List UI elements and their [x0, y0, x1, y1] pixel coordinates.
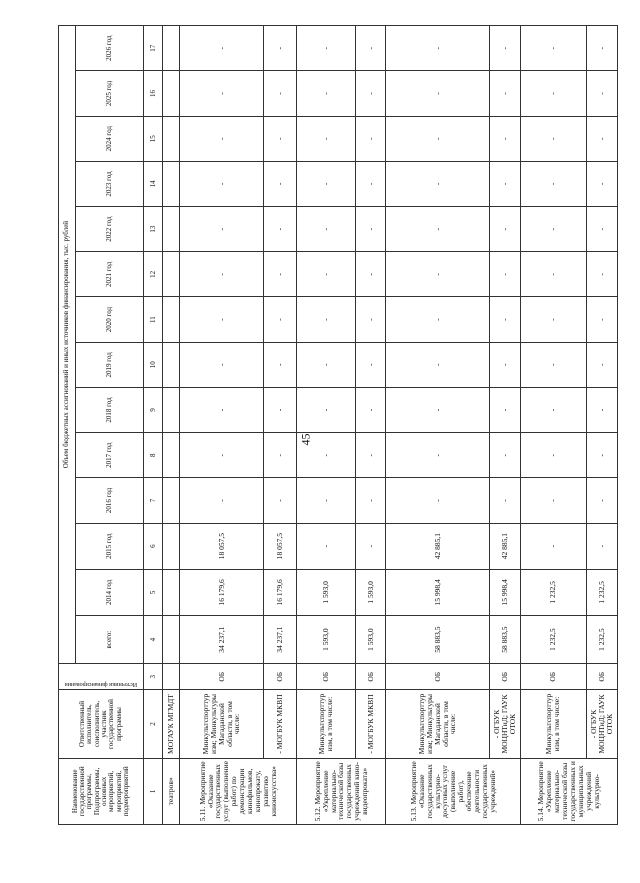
header-volume: Объем бюджетных ассигнований и иных источников финансирования, тыс. рублей	[59, 26, 76, 664]
row-year-cell: -	[355, 26, 386, 71]
column-index-row	[144, 26, 163, 825]
row-year-cell: -	[264, 433, 297, 478]
row-year-cell: -	[489, 26, 520, 71]
table-row	[586, 26, 617, 825]
header-total: всего:	[75, 616, 144, 664]
row-year-cell: -	[264, 297, 297, 342]
table-row	[163, 26, 179, 825]
row-name-cell: 5.13. Мероприятие «Оказание государственных культурно-досуговых услуг (выполнение работ), обеспечение деятельности государственных учреждений»	[386, 758, 521, 824]
row-year-cell: -	[297, 297, 356, 342]
row-year-cell	[163, 433, 179, 478]
row-year-cell: -	[489, 116, 520, 161]
row-year-cell: -	[355, 252, 386, 297]
row-year-cell: -	[586, 297, 617, 342]
row-year-cell: -	[179, 252, 264, 297]
row-year-cell: -	[520, 478, 586, 523]
financing-table	[58, 25, 618, 825]
row-year-cell: -	[520, 342, 586, 387]
row-year-cell: -	[297, 342, 356, 387]
row-source-cell: ОБ	[489, 664, 520, 690]
col-index: 12	[144, 252, 163, 297]
row-executor-cell: - МОГБУК МКВП	[355, 690, 386, 758]
row-year-cell: -	[297, 387, 356, 432]
header-year: 2023 год	[75, 161, 144, 206]
row-year-cell: -	[386, 116, 489, 161]
header-year: 2017 год	[75, 433, 144, 478]
header-source-text: Источники финансирования	[65, 681, 138, 688]
row-year-cell: -	[264, 478, 297, 523]
header-name: Наименование государственной программы, Подпрограммы, основных мероприятий, мероприятий, подмероприятий	[59, 758, 144, 824]
row-year-cell: -	[386, 71, 489, 116]
row-year-cell: -	[297, 116, 356, 161]
table-row	[297, 26, 356, 825]
row-total-cell: 1 232,5	[586, 616, 617, 664]
row-year-cell: -	[355, 387, 386, 432]
row-year-cell: -	[386, 433, 489, 478]
row-name-cell: 5.14. Мероприятие «Укрепление материально-технической базы государственных и муниципальных учреждений культурно-	[520, 758, 617, 824]
row-total-cell	[163, 616, 179, 664]
row-year-cell: -	[520, 387, 586, 432]
row-year-cell: 42 885,1	[386, 523, 489, 569]
table-row	[264, 26, 297, 825]
row-year-cell: -	[386, 252, 489, 297]
col-index: 3	[144, 664, 163, 690]
rotated-table-wrapper	[58, 25, 618, 825]
col-index: 5	[144, 569, 163, 615]
col-index: 11	[144, 297, 163, 342]
row-year-cell: -	[297, 161, 356, 206]
row-total-cell: 1 232,5	[520, 616, 586, 664]
row-source-cell: ОБ	[297, 664, 356, 690]
header-year: 2016 год	[75, 478, 144, 523]
col-index: 9	[144, 387, 163, 432]
row-year-cell: -	[264, 342, 297, 387]
row-year-cell: -	[386, 161, 489, 206]
col-index: 10	[144, 342, 163, 387]
row-year-cell: -	[386, 387, 489, 432]
row-source-cell: ОБ	[386, 664, 489, 690]
col-index: 8	[144, 433, 163, 478]
row-year-cell: -	[297, 252, 356, 297]
row-source-cell: ОБ	[355, 664, 386, 690]
row-year-cell	[163, 26, 179, 71]
row-total-cell: 58 883,5	[386, 616, 489, 664]
header-year: 2018 год	[75, 387, 144, 432]
table-row	[179, 26, 264, 825]
header-year: 2022 год	[75, 207, 144, 252]
row-year-cell	[163, 523, 179, 569]
row-year-cell	[163, 297, 179, 342]
row-year-cell: -	[586, 116, 617, 161]
row-year-cell	[163, 478, 179, 523]
row-year-cell: -	[355, 116, 386, 161]
row-year-cell: -	[264, 252, 297, 297]
row-year-cell: -	[355, 207, 386, 252]
col-index: 15	[144, 116, 163, 161]
row-source-cell	[163, 664, 179, 690]
row-year-cell: -	[355, 161, 386, 206]
row-year-cell: -	[586, 26, 617, 71]
row-year-cell: -	[586, 252, 617, 297]
row-year-cell: -	[520, 116, 586, 161]
col-index: 16	[144, 71, 163, 116]
header-year: 2024 год	[75, 116, 144, 161]
row-year-cell: -	[520, 297, 586, 342]
row-year-cell: 1 232,5	[586, 569, 617, 615]
row-year-cell: -	[386, 207, 489, 252]
row-total-cell: 58 883,5	[489, 616, 520, 664]
header-year: 2019 год	[75, 342, 144, 387]
row-year-cell: 18 057,5	[179, 523, 264, 569]
row-executor-cell: Минкультспорттуризм; Минкультуры Магаданской области, в том числе:	[179, 690, 264, 758]
row-year-cell: -	[520, 433, 586, 478]
row-total-cell: 1 593,0	[355, 616, 386, 664]
row-year-cell	[163, 252, 179, 297]
row-year-cell: 15 998,4	[489, 569, 520, 615]
row-year-cell: -	[179, 297, 264, 342]
row-source-cell: ОБ	[520, 664, 586, 690]
row-year-cell: -	[520, 161, 586, 206]
row-year-cell: -	[386, 342, 489, 387]
header-year: 2021 год	[75, 252, 144, 297]
row-year-cell: -	[355, 523, 386, 569]
page-number: 45	[298, 433, 313, 446]
row-year-cell: -	[586, 71, 617, 116]
header-year: 2015 год	[75, 523, 144, 569]
row-source-cell: ОБ	[179, 664, 264, 690]
row-year-cell: 18 057,5	[264, 523, 297, 569]
row-year-cell: -	[586, 342, 617, 387]
row-year-cell: -	[264, 26, 297, 71]
row-year-cell	[163, 569, 179, 615]
row-total-cell: 34 237,1	[179, 616, 264, 664]
col-index: 1	[144, 758, 163, 824]
row-year-cell: -	[355, 342, 386, 387]
row-year-cell: -	[489, 161, 520, 206]
row-year-cell: -	[489, 478, 520, 523]
col-index: 6	[144, 523, 163, 569]
col-index: 2	[144, 690, 163, 758]
row-year-cell: 1 593,0	[355, 569, 386, 615]
row-year-cell	[163, 207, 179, 252]
row-year-cell: -	[297, 433, 356, 478]
row-year-cell: 1 593,0	[297, 569, 356, 615]
row-executor-cell: - МОГБУК МКВП	[264, 690, 297, 758]
row-year-cell: -	[179, 71, 264, 116]
row-year-cell	[163, 71, 179, 116]
row-year-cell: -	[355, 297, 386, 342]
row-year-cell: -	[264, 207, 297, 252]
row-year-cell: -	[264, 116, 297, 161]
row-year-cell	[163, 161, 179, 206]
row-year-cell: -	[355, 71, 386, 116]
row-year-cell: -	[179, 207, 264, 252]
header-year: 2025 год	[75, 71, 144, 116]
col-index: 7	[144, 478, 163, 523]
row-source-cell: ОБ	[586, 664, 617, 690]
row-year-cell: -	[586, 433, 617, 478]
row-year-cell: -	[297, 523, 356, 569]
row-name-cell: театров»	[163, 758, 179, 824]
row-year-cell: -	[586, 207, 617, 252]
row-year-cell: -	[264, 71, 297, 116]
row-year-cell: -	[586, 161, 617, 206]
row-year-cell: -	[489, 342, 520, 387]
row-year-cell: -	[586, 478, 617, 523]
row-total-cell: 34 237,1	[264, 616, 297, 664]
row-total-cell: 1 593,0	[297, 616, 356, 664]
row-year-cell: -	[264, 387, 297, 432]
header-year: 2026 год	[75, 26, 144, 71]
row-executor-cell: Минкультспорттуризм, в том числе:	[297, 690, 356, 758]
row-year-cell: 16 179,6	[179, 569, 264, 615]
row-year-cell: -	[386, 478, 489, 523]
table-row	[386, 26, 489, 825]
row-year-cell	[163, 387, 179, 432]
row-year-cell: 42 885,1	[489, 523, 520, 569]
row-year-cell: -	[489, 207, 520, 252]
row-executor-cell: - ОГБУК МОЦНТиД; ГАУК ОТОК	[586, 690, 617, 758]
table-row	[355, 26, 386, 825]
row-executor-cell: Минкультспорттуризм; Минкультуры Магаданской области, в том числе:	[386, 690, 489, 758]
table-row	[489, 26, 520, 825]
row-year-cell: -	[520, 207, 586, 252]
row-year-cell: -	[386, 26, 489, 71]
row-year-cell: -	[179, 161, 264, 206]
row-year-cell: -	[586, 523, 617, 569]
row-year-cell: -	[179, 478, 264, 523]
row-year-cell: -	[297, 207, 356, 252]
row-name-cell: 5.12. Мероприятие «Укрепление материально-технической базы государственных учреждений кино-видеопроката»	[297, 758, 386, 824]
row-year-cell: -	[355, 478, 386, 523]
col-index: 14	[144, 161, 163, 206]
col-index: 17	[144, 26, 163, 71]
row-year-cell: -	[179, 116, 264, 161]
row-name-cell: 5.11. Мероприятие «Оказание государственных услуг (выполнение работ) по демонстрации кинофильмов, кинопрокату, развитию киноискусства»	[179, 758, 296, 824]
header-source	[59, 664, 144, 690]
row-executor-cell: МОГАУК МГМДТ	[163, 690, 179, 758]
row-year-cell: -	[179, 342, 264, 387]
header-year: 2020 год	[75, 297, 144, 342]
col-index: 13	[144, 207, 163, 252]
row-year-cell: -	[179, 433, 264, 478]
row-year-cell: -	[297, 26, 356, 71]
row-year-cell: 16 179,6	[264, 569, 297, 615]
row-year-cell: -	[520, 71, 586, 116]
row-year-cell: 1 232,5	[520, 569, 586, 615]
row-year-cell: -	[489, 297, 520, 342]
row-executor-cell: - ОГБУК МОЦНТиД; ГАУК ОТОК	[489, 690, 520, 758]
header-executor: Ответственный исполнитель, соисполнитель, участник государственной программы	[59, 690, 144, 758]
row-year-cell: 15 998,4	[386, 569, 489, 615]
row-year-cell: -	[586, 387, 617, 432]
row-year-cell: -	[489, 71, 520, 116]
row-year-cell: -	[297, 478, 356, 523]
header-year: 2014 год	[75, 569, 144, 615]
row-executor-cell: Минкультспорттуризм, в том числе:	[520, 690, 586, 758]
row-year-cell: -	[179, 387, 264, 432]
table-row	[520, 26, 586, 825]
row-year-cell: -	[489, 433, 520, 478]
row-year-cell: -	[489, 252, 520, 297]
row-year-cell: -	[489, 387, 520, 432]
row-year-cell: -	[520, 252, 586, 297]
col-index: 4	[144, 616, 163, 664]
row-year-cell: -	[264, 161, 297, 206]
row-year-cell: -	[297, 71, 356, 116]
row-source-cell: ОБ	[264, 664, 297, 690]
row-year-cell	[163, 342, 179, 387]
row-year-cell: -	[179, 26, 264, 71]
row-year-cell	[163, 116, 179, 161]
row-year-cell: -	[520, 26, 586, 71]
row-year-cell: -	[386, 297, 489, 342]
row-year-cell: -	[520, 523, 586, 569]
row-year-cell: -	[355, 433, 386, 478]
